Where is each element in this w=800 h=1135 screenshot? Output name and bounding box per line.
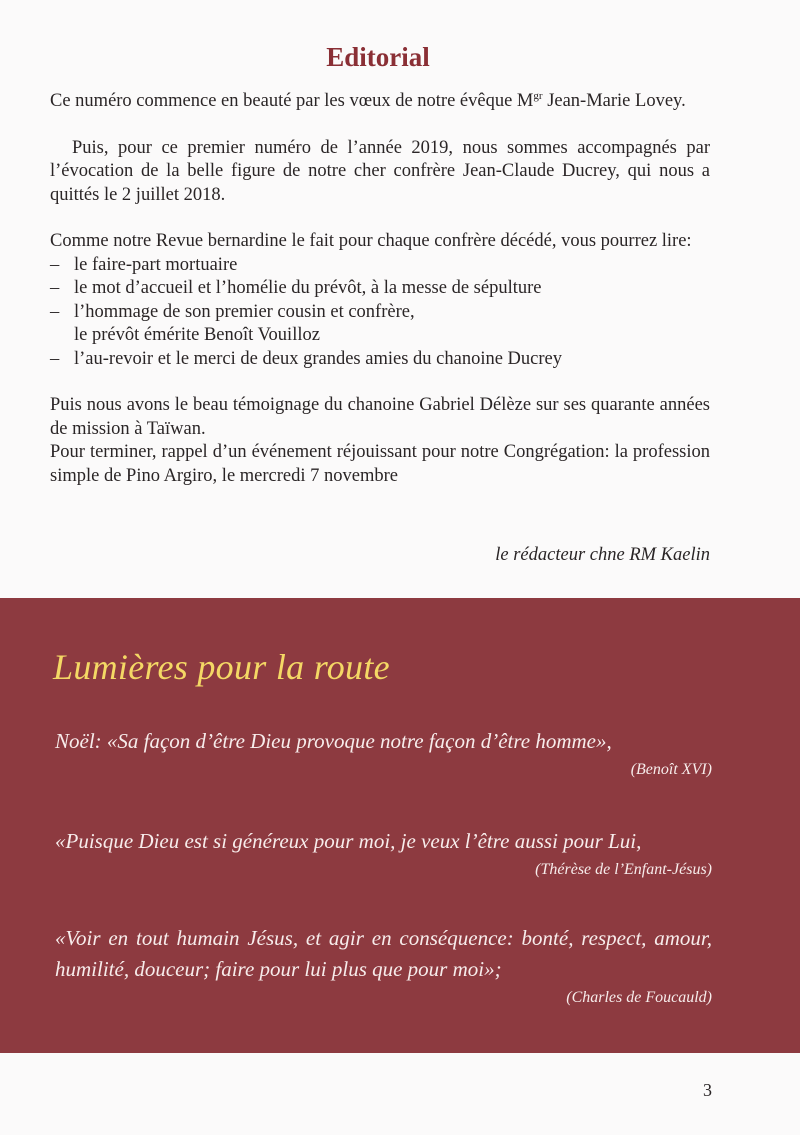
list-item: – le faire-part mortuaire	[50, 254, 710, 278]
quotes-title: Lumières pour la route	[53, 647, 390, 687]
editor-signature: le rédacteur chne RM Kaelin	[495, 545, 710, 565]
quote-block	[55, 726, 712, 779]
paragraph-intro-text: Ce numéro commence en beauté par les vœux de notre évêque M	[50, 91, 534, 111]
list-item-line: – l’hommage de son premier cousin et confrère,	[74, 301, 415, 322]
quote-block	[55, 923, 712, 1007]
quote-text: «Voir en tout humain Jésus, et agir en conséquence: bonté, respect, amour, humilité, douceur; faire pour lui plus que pour moi»;	[55, 926, 712, 981]
list-item	[50, 301, 710, 348]
page-number: 3	[703, 1080, 712, 1100]
superscript-gr: gr	[533, 90, 543, 102]
editorial-body	[50, 90, 710, 488]
list-item: – le mot d’accueil et l’homélie du prévôt, à la messe de sépulture	[50, 277, 710, 301]
editorial-title: Editorial	[326, 42, 430, 72]
paragraph-intro-end: Jean-Marie Lovey.	[542, 91, 686, 111]
paragraph-intro	[50, 90, 710, 114]
contents-list	[50, 254, 710, 372]
paragraph-temoignage: Puis nous avons le beau témoignage du chanoine Gabriel Délèze sur ses quarante années de mission à Taïwan.	[50, 395, 710, 439]
quote-text: «Puisque Dieu est si généreux pour moi, je veux l’être aussi pour Lui,	[55, 829, 642, 853]
quote-author: (Benoît XVI)	[630, 761, 712, 778]
quote-block	[55, 826, 712, 879]
paragraph-revue: Comme notre Revue bernardine le fait pour chaque confrère décédé, vous pourrez lire:	[50, 231, 692, 251]
quotes-section	[0, 598, 800, 1053]
list-item: – l’au-revoir et le merci de deux grandes amies du chanoine Ducrey	[50, 348, 710, 372]
quote-text: Noël: «Sa façon d’être Dieu provoque notre façon d’être homme»,	[55, 729, 612, 753]
paragraph-profession: Pour terminer, rappel d’un événement réjouissant pour notre Congrégation: la profession simple de Pino Argiro, le mercredi 7 novembre	[50, 442, 710, 486]
quote-author: (Charles de Foucauld)	[566, 989, 712, 1006]
quote-author: (Thérèse de l’Enfant-Jésus)	[535, 861, 712, 878]
paragraph-year: Puis, pour ce premier numéro de l’année 2019, nous sommes accompagnés par l’évocation de la belle figure de notre cher confrère Jean-Claude Ducrey, qui nous a quittés le 2 juillet 2018.	[50, 137, 710, 205]
list-item-line: le prévôt émérite Benoît Vouilloz	[74, 325, 320, 345]
